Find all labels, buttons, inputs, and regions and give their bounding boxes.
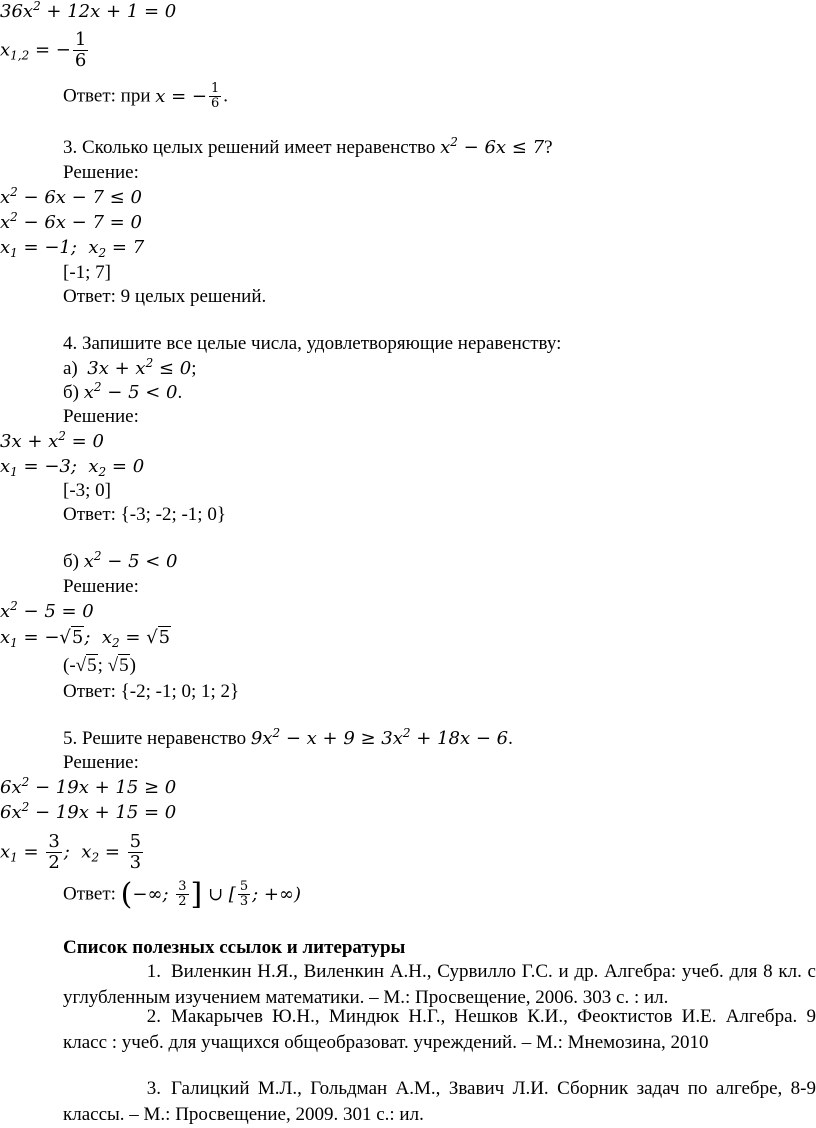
task-4a-roots: $x_1 = -3$; $x_2 = 0$ [0, 456, 145, 479]
bibliography-item-2 [63, 1004, 816, 1056]
task-3-statement: 3. Сколько целых решений имеет неравенство $x^2 - 6x \le 7$? [63, 135, 553, 158]
answer-1: Ответ: при x = − $\frac{1}{6}$ . [63, 81, 229, 111]
bibliography-item-number: 2. [146, 1006, 161, 1027]
task-4b-interval: (-√5; √5) [63, 655, 136, 676]
bibliography-heading: Список полезных ссылок и литературы [63, 937, 406, 958]
bibliography-item-number: 1. [146, 961, 161, 982]
task-4a-statement: а) $3x + x^2 \le 0$; [63, 356, 197, 379]
task-3-interval: [-1; 7] [63, 262, 112, 283]
task-5-roots: $x_1$ = $\frac{3}{2}$ ; $x_2$ = $\frac{5}{3}$ [0, 831, 142, 873]
task-4b-solution-label: Решение: [63, 576, 139, 597]
equation-1: $36x^2 + 12x + 1 = 0$ [0, 0, 177, 22]
task-5-line-2: $6x^2 - 19x + 15 = 0$ [0, 800, 177, 823]
equation-2: $x_{1,2}$ = − $\frac{1}{6}$ [0, 29, 87, 71]
task-3-answer: Ответ: 9 целых решений. [63, 286, 267, 307]
task-4a-answer: Ответ: {-3; -2; -1; 0} [63, 504, 226, 525]
bibliography-item-3 [63, 1076, 816, 1128]
task-4-statement: 4. Запишите все целые числа, удовлетворяющие неравенству: [63, 333, 562, 354]
task-5-statement: 5. Решите неравенство $9x^2 - x + 9 \ge 3x^2 + 18x - 6$. [63, 726, 513, 749]
task-3-line-1: $x^2 - 6x - 7 \le 0$ [0, 185, 142, 208]
task-4a-line-1: $3x + x^2 = 0$ [0, 429, 104, 452]
bibliography-item-text: Виленкин Н.Я., Виленкин А.Н., Сурвилло Г.С. и др. Алгебра: учеб. для 8 кл. с углубленным изучением математики. – М.: Просвещение, 2006. 303 с. : ил. [63, 961, 816, 1008]
task-4b-heading: б) $x^2 - 5 < 0$ [63, 549, 178, 572]
task-4a-solution-label: Решение: [63, 406, 139, 427]
task-5-solution-label: Решение: [63, 752, 139, 773]
task-3-line-2: $x^2 - 6x - 7 = 0$ [0, 210, 142, 233]
task-3-solution-label: Решение: [63, 162, 139, 183]
task-4b-answer: Ответ: {-2; -1; 0; 1; 2} [63, 681, 240, 702]
task-4b-line-1: $x^2 - 5 = 0$ [0, 599, 94, 622]
task-4b-roots: $x_1 = -√5$; $x_2 = √5$ [0, 627, 171, 650]
task-4a-interval: [-3; 0] [63, 480, 112, 501]
task-5-line-1: $6x^2 - 19x + 15 \ge 0$ [0, 775, 177, 798]
task-4b-statement: б) $x^2 - 5 < 0$. [63, 380, 183, 403]
bibliography-item-number: 3. [146, 1078, 161, 1099]
bibliography-item-text: Макарычев Ю.Н., Миндюк Н.Г., Нешков К.И., Феоктистов И.Е. Алгебра. 9 класс : учеб. для учащихся общеобразоват. учреждений. – М.: Мнемозина, 2010 [63, 1006, 816, 1053]
task-3-roots: $x_1 = -1$; $x_2 = 7$ [0, 237, 145, 260]
task-5-answer: Ответ: (−∞; $\frac{3}{2}$ ] ∪ [ $\frac{5}{3}$ ; +∞) [63, 876, 301, 912]
bibliography-item-text: Галицкий М.Л., Гольдман А.М., Звавич Л.И. Сборник задач по алгебре, 8-9 классы. – М.: Просвещение, 2009. 301 с.: ил. [63, 1078, 816, 1125]
